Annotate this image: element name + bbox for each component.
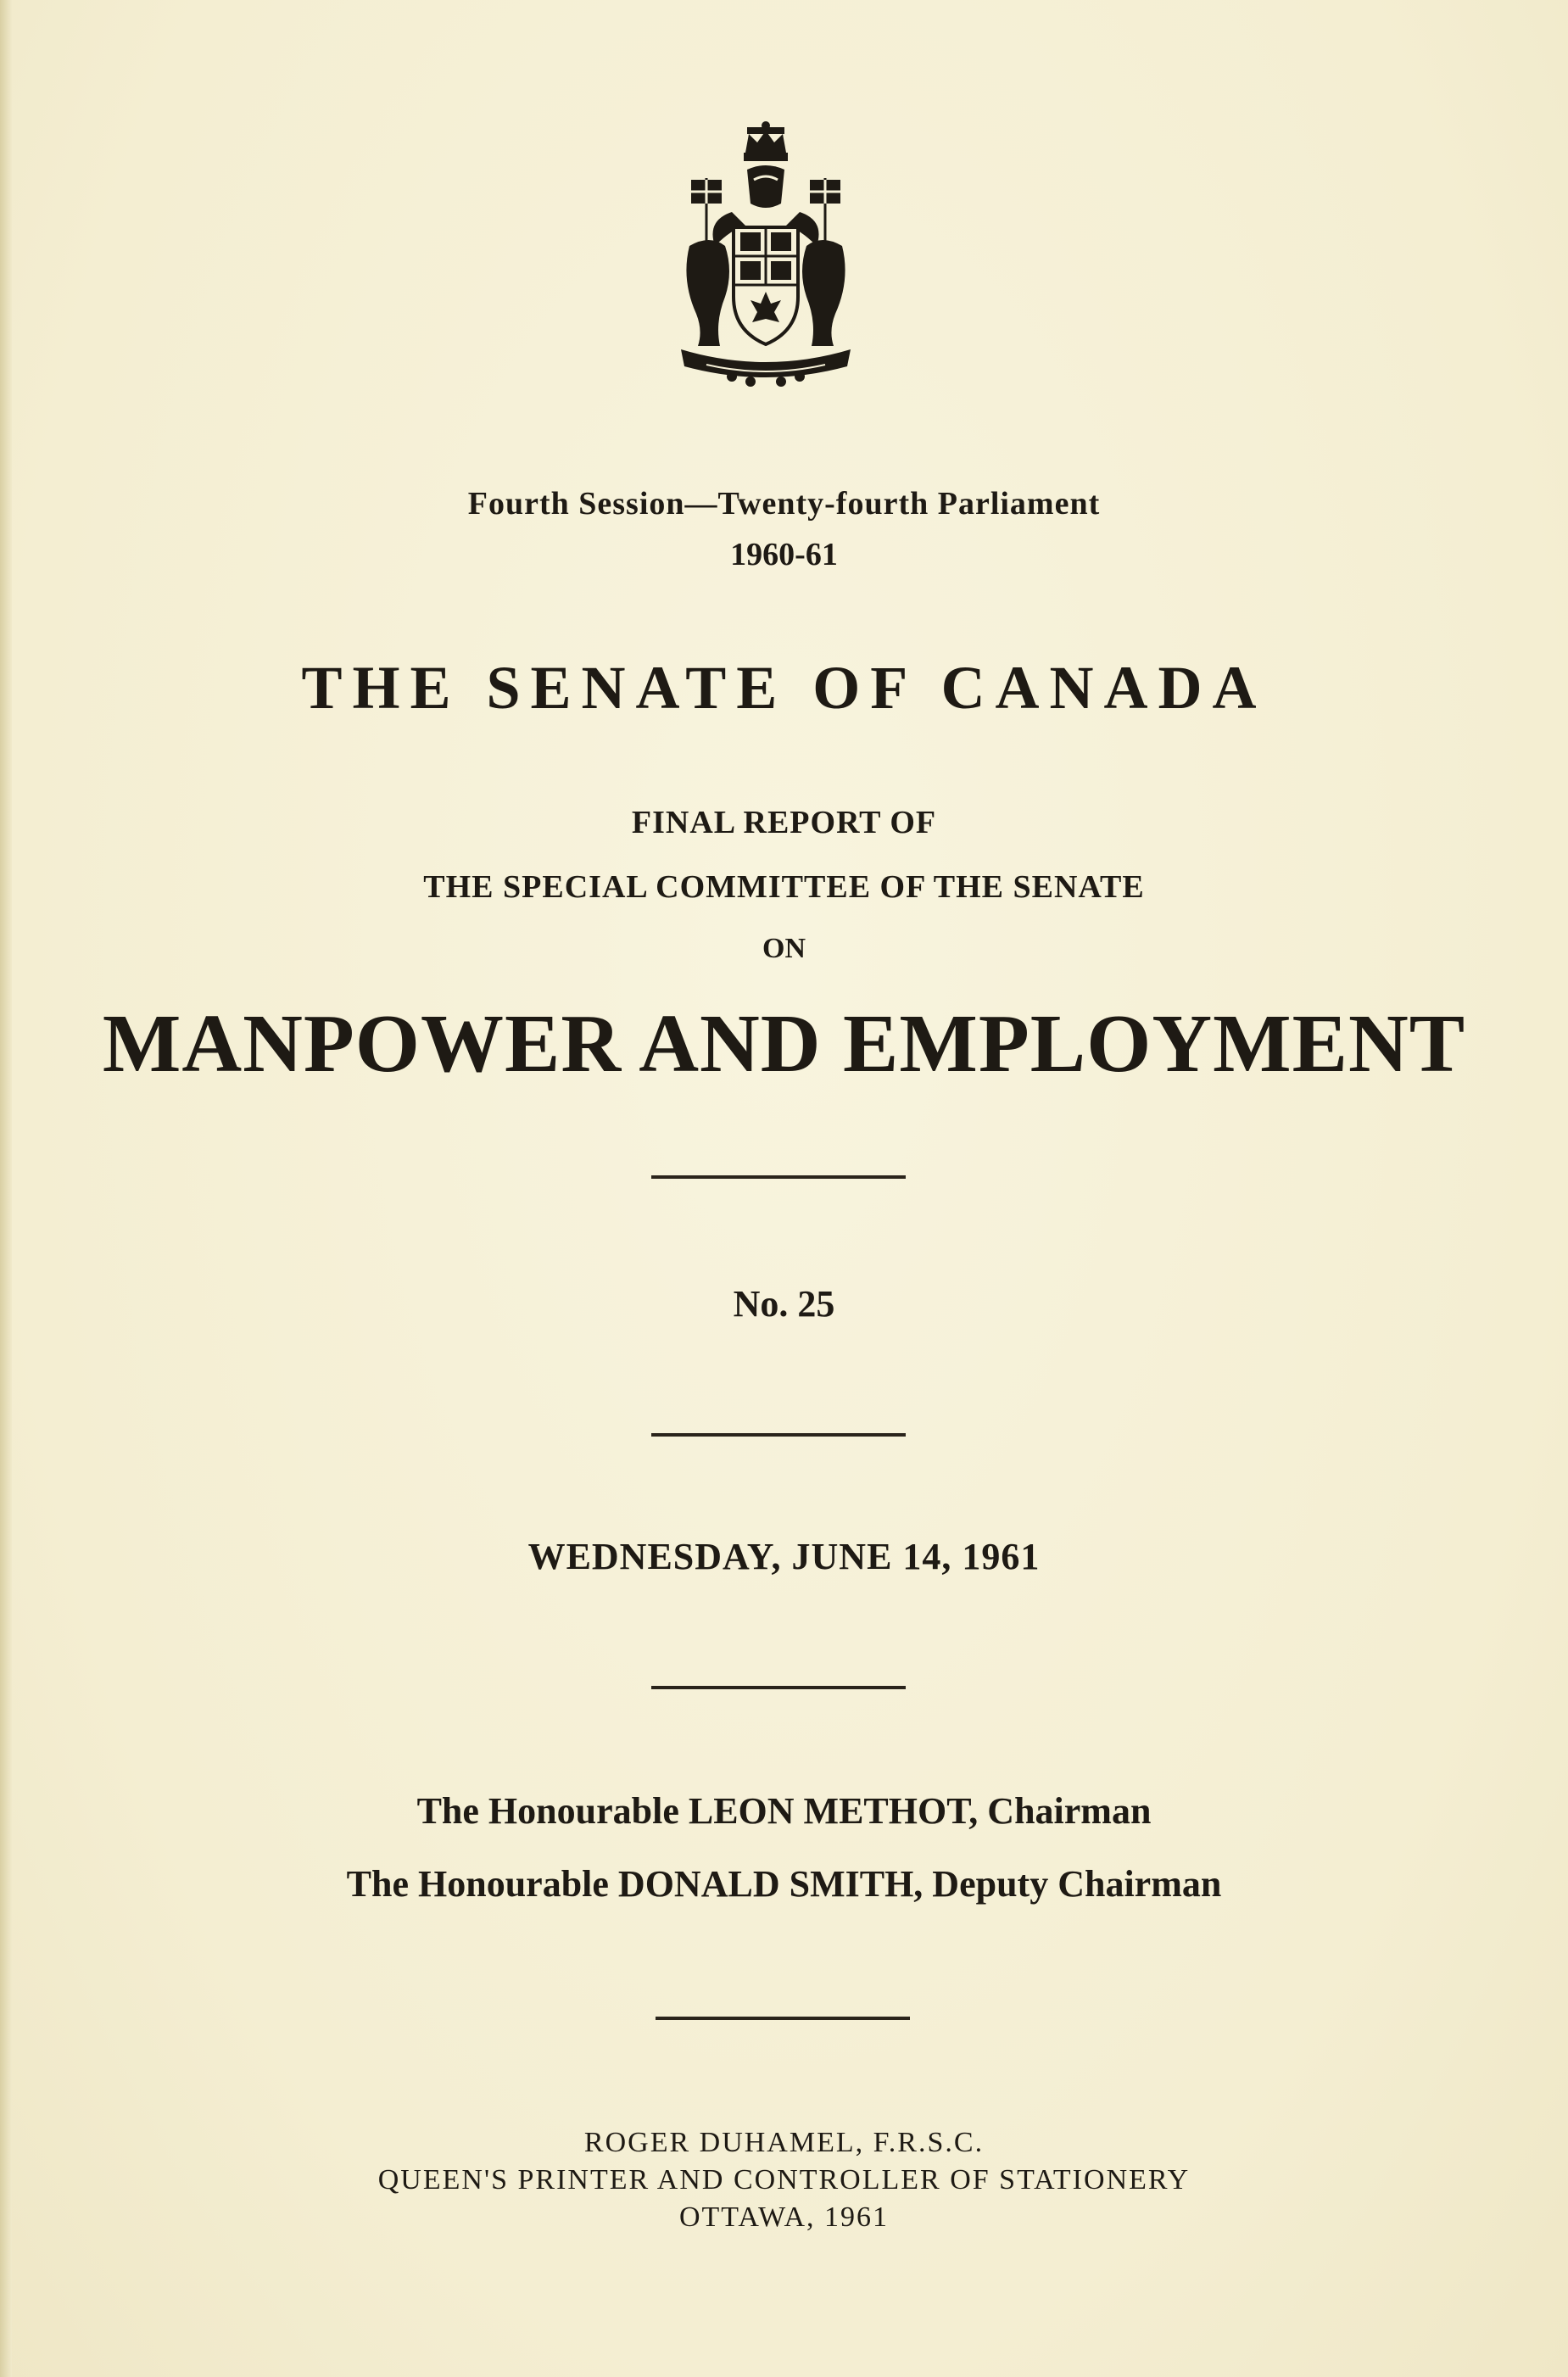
final-report-line: FINAL REPORT OF bbox=[631, 805, 937, 840]
deputy-chairman-line: The Honourable DONALD SMITH, Deputy Chairman bbox=[346, 1863, 1222, 1905]
divider-rule bbox=[651, 1686, 906, 1689]
divider-rule bbox=[651, 1433, 906, 1437]
divider-rule bbox=[656, 2017, 910, 2020]
divider-rule bbox=[651, 1175, 906, 1179]
printer-title: QUEEN'S PRINTER AND CONTROLLER OF STATIONERY bbox=[377, 2164, 1191, 2196]
senate-heading: THE SENATE OF CANADA bbox=[301, 654, 1267, 722]
session-years: 1960-61 bbox=[730, 537, 838, 572]
printer-place-year: OTTAWA, 1961 bbox=[678, 2201, 890, 2233]
issue-number: No. 25 bbox=[733, 1283, 835, 1325]
on-line: ON bbox=[762, 933, 806, 964]
report-topic-title: MANPOWER AND EMPLOYMENT bbox=[102, 998, 1466, 1090]
coat-of-arms-icon bbox=[672, 119, 859, 390]
committee-line: THE SPECIAL COMMITTEE OF THE SENATE bbox=[423, 869, 1145, 905]
page-binding-edge bbox=[0, 0, 12, 2377]
session-line: Fourth Session—Twenty-fourth Parliament bbox=[467, 486, 1101, 522]
printer-name: ROGER DUHAMEL, F.R.S.C. bbox=[583, 2127, 985, 2158]
issue-date: WEDNESDAY, JUNE 14, 1961 bbox=[527, 1536, 1041, 1577]
chairman-line: The Honourable LEON METHOT, Chairman bbox=[416, 1790, 1152, 1832]
